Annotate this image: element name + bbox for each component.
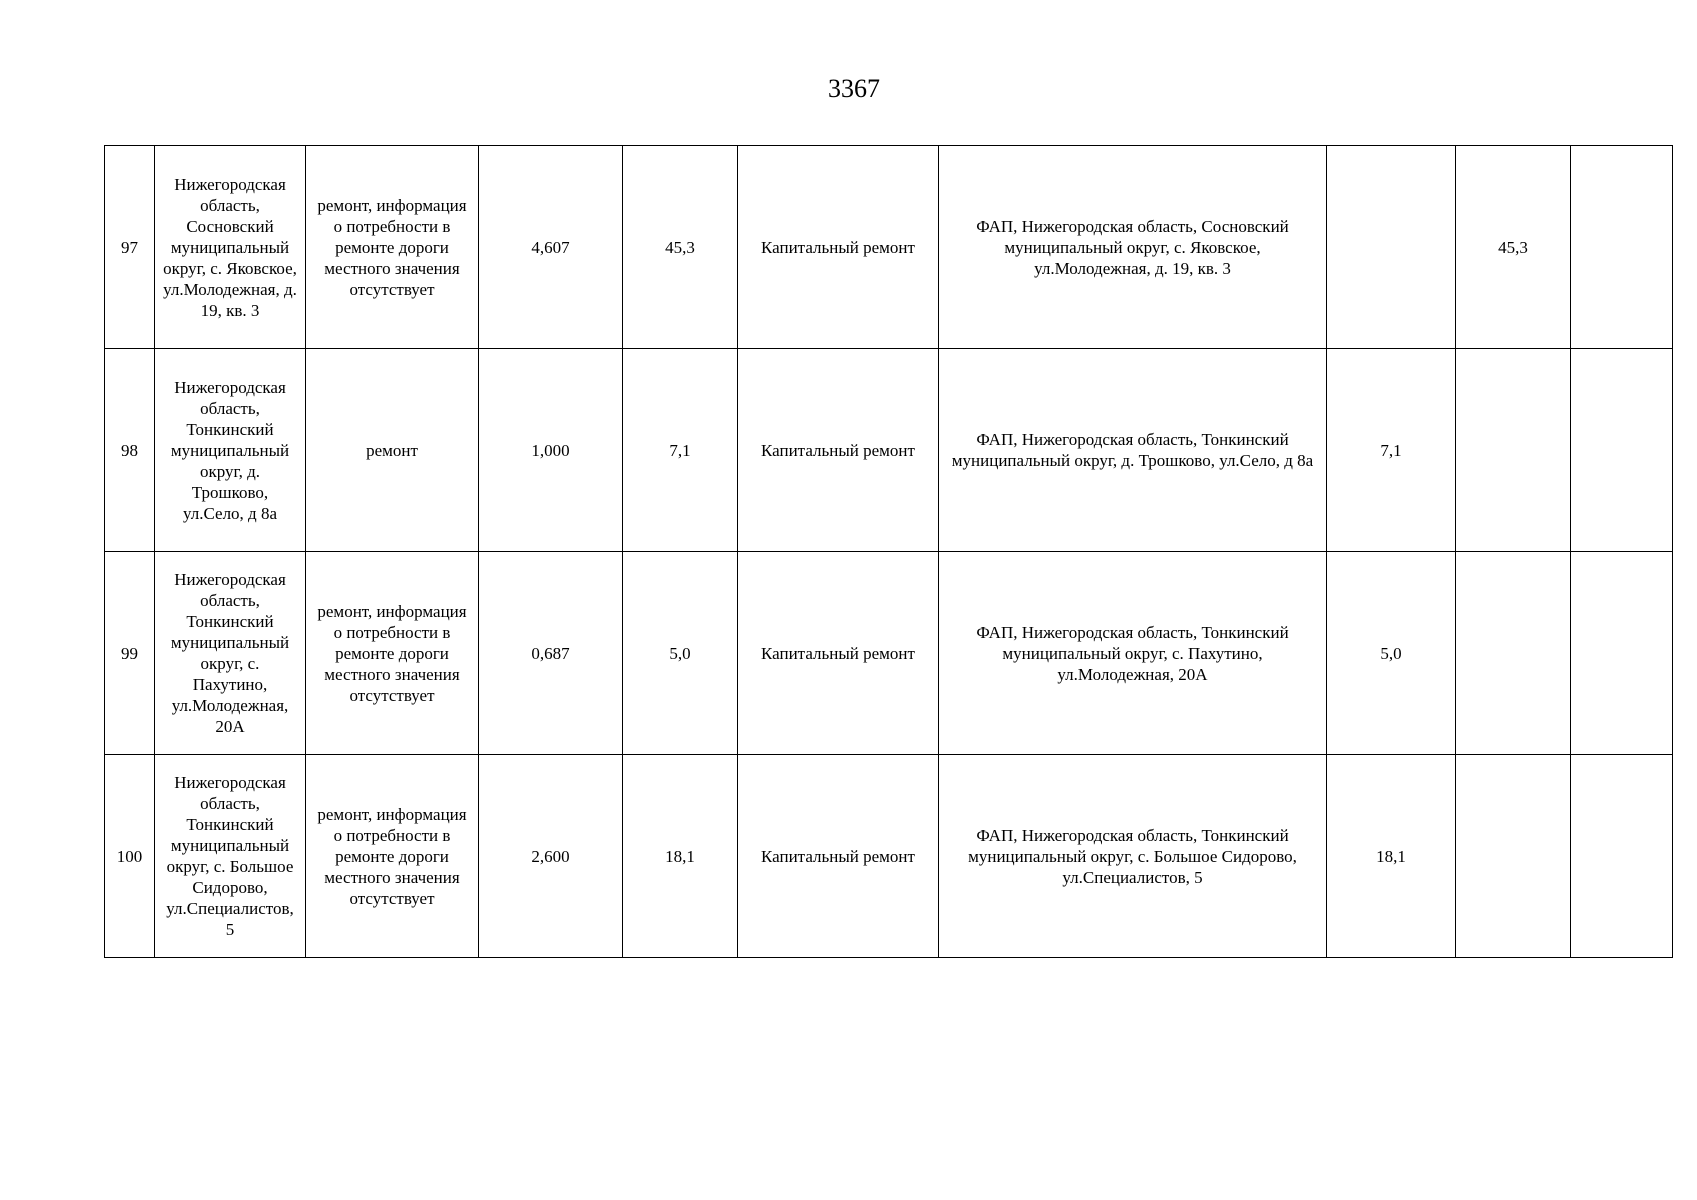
length-cell: 2,600 bbox=[479, 755, 623, 958]
object-cell: ФАП, Нижегородская область, Тонкинский муниципальный округ, с. Большое Сидорово, ул.Специалистов, 5 bbox=[939, 755, 1327, 958]
object-cell: ФАП, Нижегородская область, Тонкинский муниципальный округ, с. Пахутино, ул.Молодежная, 20А bbox=[939, 552, 1327, 755]
value-cell-9 bbox=[1456, 755, 1571, 958]
address-cell: Нижегородская область, Тонкинский муниципальный округ, с. Пахутино, ул.Молодежная, 20А bbox=[155, 552, 306, 755]
value-cell-10 bbox=[1571, 349, 1673, 552]
table-row bbox=[105, 146, 1673, 349]
row-number-cell: 100 bbox=[105, 755, 155, 958]
length-cell: 1,000 bbox=[479, 349, 623, 552]
object-cell: ФАП, Нижегородская область, Сосновский муниципальный округ, с. Яковское, ул.Молодежная, д. 19, кв. 3 bbox=[939, 146, 1327, 349]
address-cell: Нижегородская область, Сосновский муниципальный округ, с. Яковское, ул.Молодежная, д. 19, кв. 3 bbox=[155, 146, 306, 349]
value-cell-9 bbox=[1456, 349, 1571, 552]
value-cell-10 bbox=[1571, 552, 1673, 755]
road-info-cell: ремонт, информация о потребности в ремонте дороги местного значения отсутствует bbox=[306, 755, 479, 958]
work-type-cell: Капитальный ремонт bbox=[738, 349, 939, 552]
work-type-cell: Капитальный ремонт bbox=[738, 146, 939, 349]
address-cell: Нижегородская область, Тонкинский муниципальный округ, с. Большое Сидорово, ул.Специалистов, 5 bbox=[155, 755, 306, 958]
total-cell: 45,3 bbox=[623, 146, 738, 349]
road-info-cell: ремонт bbox=[306, 349, 479, 552]
row-number-cell: 97 bbox=[105, 146, 155, 349]
work-type-cell: Капитальный ремонт bbox=[738, 755, 939, 958]
value-cell-10 bbox=[1571, 755, 1673, 958]
object-cell: ФАП, Нижегородская область, Тонкинский муниципальный округ, д. Трошково, ул.Село, д 8а bbox=[939, 349, 1327, 552]
value-cell-9: 45,3 bbox=[1456, 146, 1571, 349]
value-cell-8 bbox=[1327, 146, 1456, 349]
road-info-cell: ремонт, информация о потребности в ремонте дороги местного значения отсутствует bbox=[306, 552, 479, 755]
value-cell-8: 5,0 bbox=[1327, 552, 1456, 755]
row-number-cell: 99 bbox=[105, 552, 155, 755]
total-cell: 18,1 bbox=[623, 755, 738, 958]
data-table bbox=[104, 145, 1673, 958]
table-row bbox=[105, 755, 1673, 958]
table-row bbox=[105, 552, 1673, 755]
road-info-cell: ремонт, информация о потребности в ремонте дороги местного значения отсутствует bbox=[306, 146, 479, 349]
length-cell: 4,607 bbox=[479, 146, 623, 349]
total-cell: 5,0 bbox=[623, 552, 738, 755]
row-number-cell: 98 bbox=[105, 349, 155, 552]
work-type-cell: Капитальный ремонт bbox=[738, 552, 939, 755]
length-cell: 0,687 bbox=[479, 552, 623, 755]
value-cell-8: 18,1 bbox=[1327, 755, 1456, 958]
table-row bbox=[105, 349, 1673, 552]
value-cell-9 bbox=[1456, 552, 1571, 755]
total-cell: 7,1 bbox=[623, 349, 738, 552]
value-cell-8: 7,1 bbox=[1327, 349, 1456, 552]
value-cell-10 bbox=[1571, 146, 1673, 349]
address-cell: Нижегородская область, Тонкинский муниципальный округ, д. Трошково, ул.Село, д 8а bbox=[155, 349, 306, 552]
page-number: 3367 bbox=[828, 74, 880, 103]
